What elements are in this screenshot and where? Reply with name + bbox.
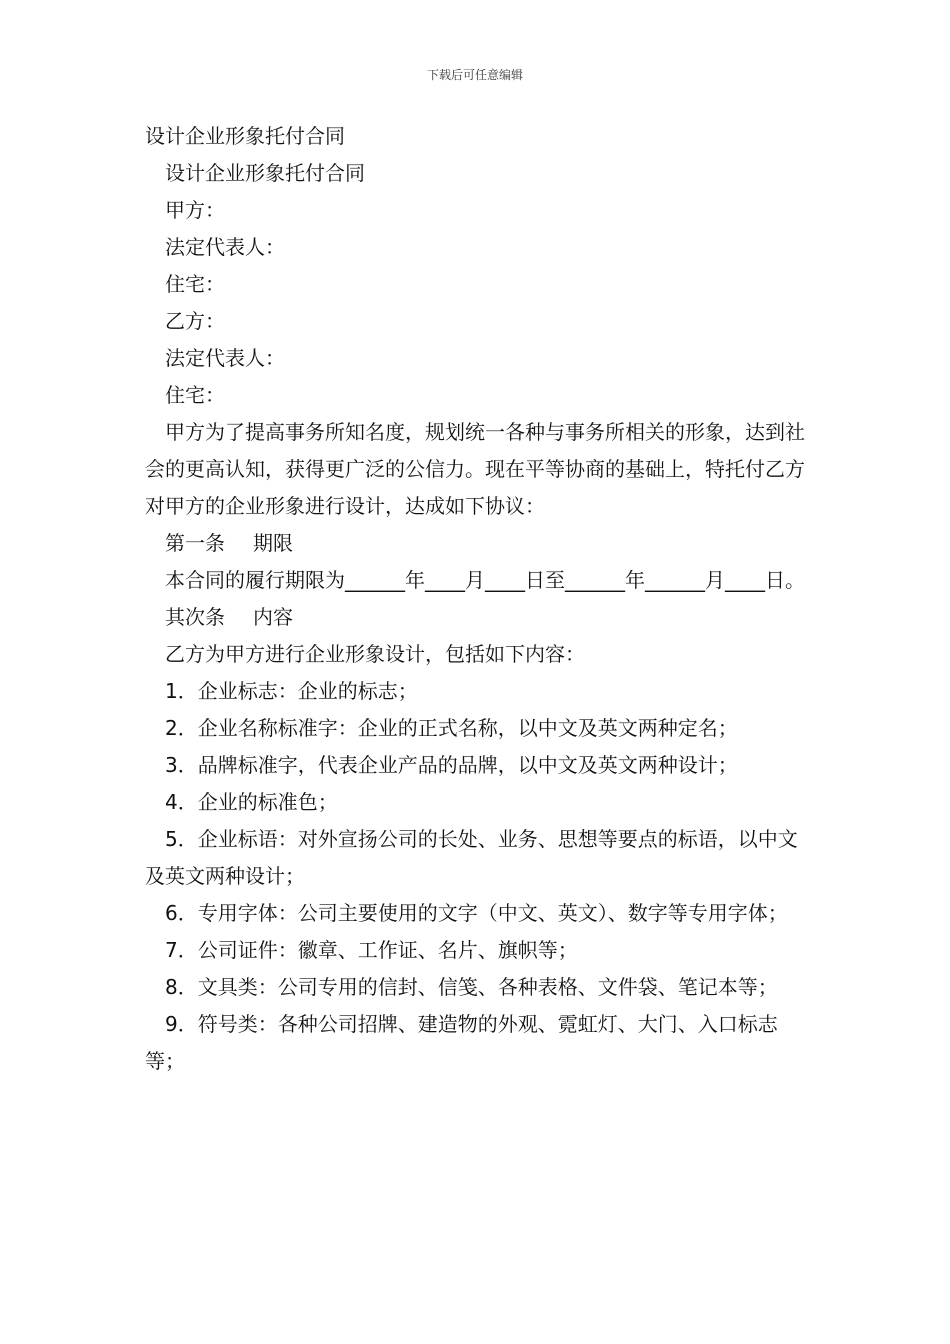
article-2-intro: 乙方为甲方进行企业形象设计，包括如下内容： xyxy=(165,642,585,666)
article-1-body: 本合同的履行期限为______年____月____日至______年______月____日。 xyxy=(165,568,805,592)
list-item-7: 7．公司证件：徽章、工作证、名片、旗帜等； xyxy=(165,938,578,962)
party-a-address-label: 住宅： xyxy=(165,272,225,296)
article-1-number: 第一条 xyxy=(165,531,225,555)
list-item-8: 8．文具类：公司专用的信封、信笺、各种表格、文件袋、笔记本等； xyxy=(165,975,778,999)
list-item-4: 4．企业的标准色； xyxy=(165,790,338,814)
document-subtitle: 设计企业形象托付合同 xyxy=(165,161,365,185)
list-item-2: 2．企业名称标准字：企业的正式名称，以中文及英文两种定名； xyxy=(165,716,738,740)
article-1-title: 期限 xyxy=(253,531,293,555)
party-b-address-label: 住宅： xyxy=(165,383,225,407)
party-b-representative-label: 法定代表人： xyxy=(165,346,285,370)
page-header: 下载后可任意编辑 xyxy=(426,68,523,82)
party-a-label: 甲方： xyxy=(165,198,225,222)
document-title: 设计企业形象托付合同 xyxy=(145,124,345,148)
preamble-paragraph: 甲方为了提高事务所知名度，规划统一各种与事务所相关的形象，达到社会的更高认知，获得更广泛的公信力。现在平等协商的基础上，特托付乙方对甲方的企业形象进行设计，达成如下协议： xyxy=(145,420,805,518)
party-a-representative-label: 法定代表人： xyxy=(165,235,285,259)
article-2-title: 内容 xyxy=(253,605,293,629)
list-item-1: 1．企业标志：企业的标志； xyxy=(165,679,418,703)
party-b-label: 乙方： xyxy=(165,309,225,333)
article-1-heading xyxy=(145,525,810,562)
article-2-heading xyxy=(145,599,810,636)
list-item-3: 3．品牌标准字，代表企业产品的品牌，以中文及英文两种设计； xyxy=(165,753,738,777)
document-body xyxy=(145,118,810,1080)
article-2-number: 其次条 xyxy=(165,605,225,629)
list-item-5: 5．企业标语：对外宣扬公司的长处、业务、思想等要点的标语，以中文及英文两种设计； xyxy=(145,827,798,888)
list-item-9: 9．符号类：各种公司招牌、建造物的外观、霓虹灯、大门、入口标志等； xyxy=(145,1012,778,1073)
list-item-6: 6．专用字体：公司主要使用的文字（中文、英文）、数字等专用字体； xyxy=(165,901,788,925)
